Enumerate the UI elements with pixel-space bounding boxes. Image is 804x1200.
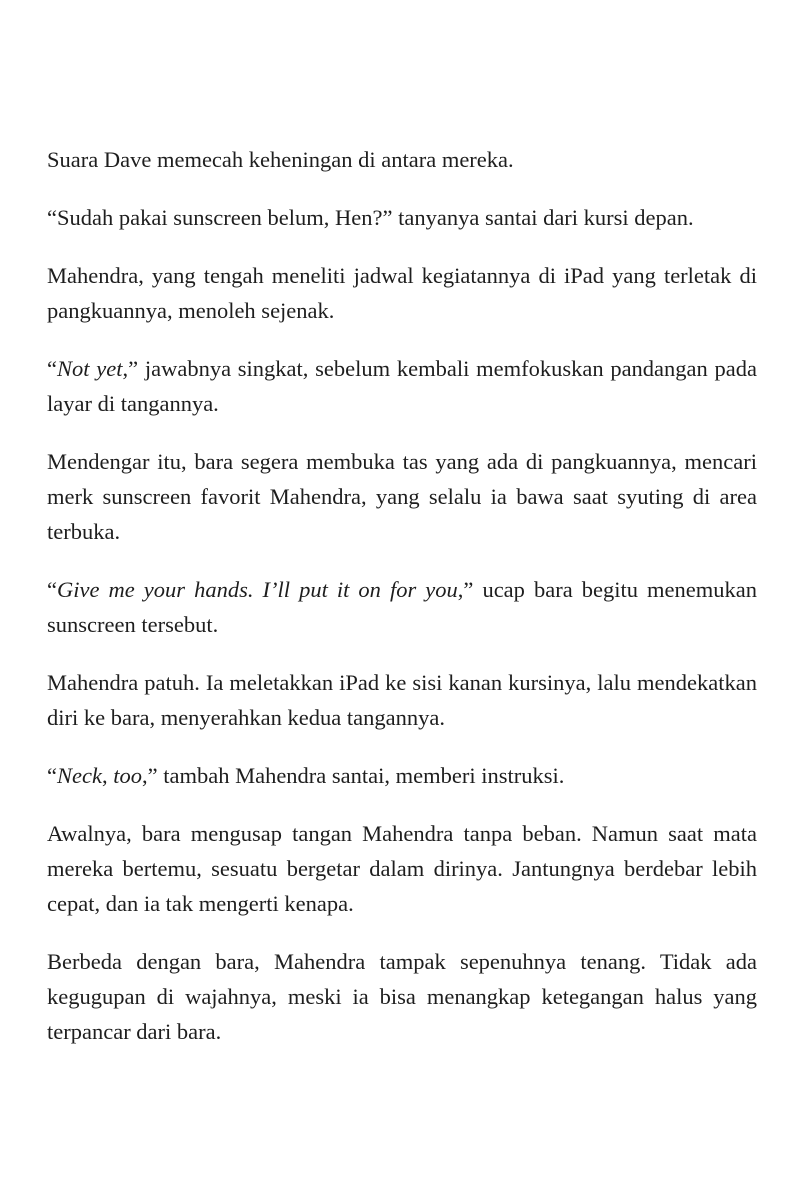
paragraph-text: ,” jawabnya singkat, sebelum kembali memfokuskan pandangan pada layar di tangannya. bbox=[47, 356, 758, 416]
paragraph-7: Mahendra patuh. Ia meletakkan iPad ke sisi kanan kursinya, lalu mendekatkan diri ke bara, menyerahkan kedua tangannya. bbox=[47, 670, 757, 730]
paragraph-text: ,” ucap bara begitu menemukan sunscreen tersebut. bbox=[47, 577, 757, 637]
italic-word: Neck bbox=[57, 763, 102, 788]
paragraph-8 bbox=[47, 758, 757, 793]
italic-phrase: Give me your hands. I’ll put it on for you bbox=[57, 577, 458, 602]
italic-phrase: Not yet bbox=[57, 356, 123, 381]
open-quote: “ bbox=[47, 356, 57, 381]
paragraph-3: Mahendra, yang tengah meneliti jadwal kegiatannya di iPad yang terletak di pangkuannya, menoleh sejenak. bbox=[47, 263, 757, 323]
paragraph-text: ,” tambah Mahendra santai, memberi instruksi. bbox=[141, 763, 565, 788]
italic-word: too bbox=[113, 763, 142, 788]
story-text bbox=[47, 142, 757, 1072]
paragraph-4 bbox=[47, 351, 757, 421]
paragraph-1: Suara Dave memecah keheningan di antara mereka. bbox=[47, 147, 514, 172]
open-quote: “ bbox=[47, 577, 57, 602]
paragraph-6 bbox=[47, 572, 757, 642]
paragraph-10: Berbeda dengan bara, Mahendra tampak sepenuhnya tenang. Tidak ada kegugupan di wajahnya, meski ia bisa menangkap ketegangan halus yang terpancar dari bara. bbox=[47, 949, 757, 1044]
paragraph-9: Awalnya, bara mengusap tangan Mahendra tanpa beban. Namun saat mata mereka bertemu, sesuatu bergetar dalam dirinya. Jantungnya berdebar lebih cepat, dan ia tak mengerti kenapa. bbox=[47, 821, 757, 916]
paragraph-2: “Sudah pakai sunscreen belum, Hen?” tanyanya santai dari kursi depan. bbox=[47, 205, 694, 230]
open-quote: “ bbox=[47, 763, 57, 788]
separator: , bbox=[101, 763, 114, 788]
paragraph-5: Mendengar itu, bara segera membuka tas yang ada di pangkuannya, mencari merk sunscreen favorit Mahendra, yang selalu ia bawa saat syuting di area terbuka. bbox=[47, 449, 757, 544]
